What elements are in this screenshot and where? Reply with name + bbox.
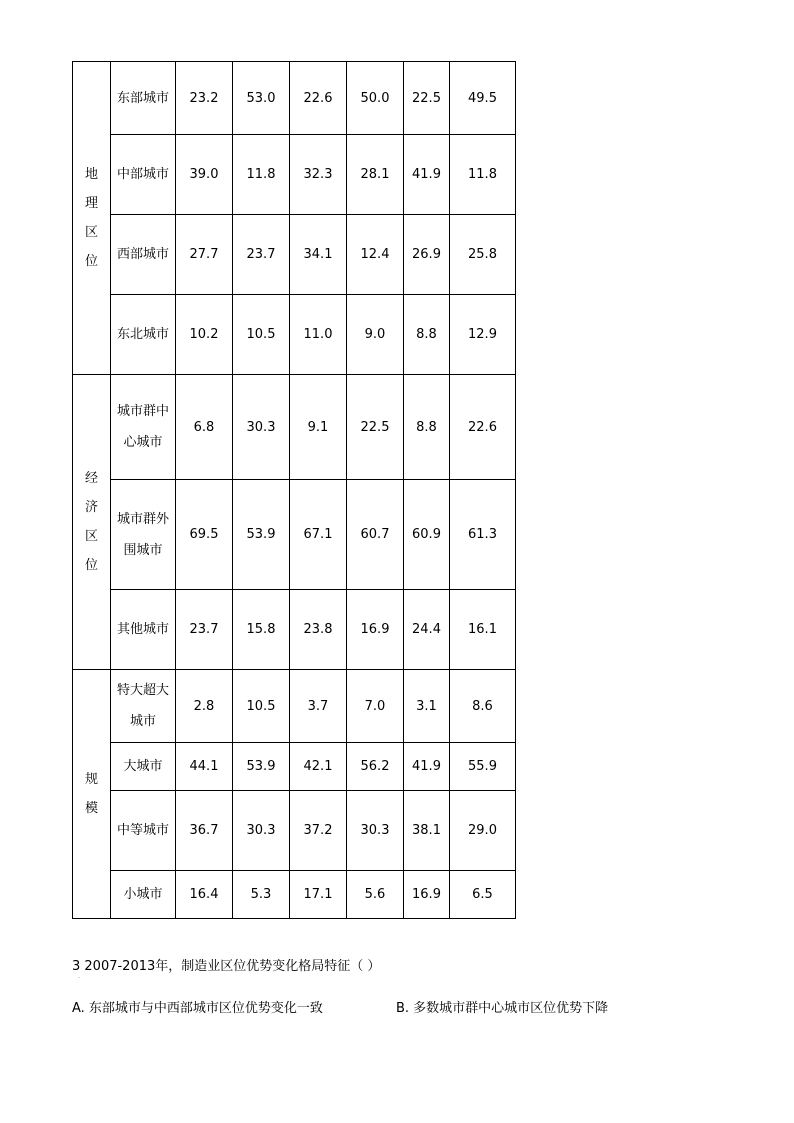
table-cell: 23.7 <box>176 590 233 670</box>
table-cell: 49.5 <box>450 62 516 135</box>
table-cell: 38.1 <box>404 791 450 871</box>
table-cell: 16.9 <box>404 871 450 919</box>
table-row <box>73 480 516 590</box>
table-cell: 10.2 <box>176 295 233 375</box>
table-cell: 11.0 <box>290 295 347 375</box>
group-label-char: 位 <box>84 254 98 269</box>
table-cell: 6.5 <box>450 871 516 919</box>
table-cell: 60.7 <box>347 480 404 590</box>
table-row <box>73 135 516 215</box>
table-cell: 16.4 <box>176 871 233 919</box>
row-label: 小城市 <box>111 871 176 919</box>
table-cell: 30.3 <box>233 791 290 871</box>
table-cell: 10.5 <box>233 670 290 743</box>
table-cell: 53.9 <box>233 743 290 791</box>
table-cell: 22.5 <box>347 375 404 480</box>
table-cell: 16.9 <box>347 590 404 670</box>
row-label: 其他城市 <box>111 590 176 670</box>
table-cell: 9.1 <box>290 375 347 480</box>
table-cell: 16.1 <box>450 590 516 670</box>
table-cell: 10.5 <box>233 295 290 375</box>
table-row <box>73 295 516 375</box>
group-label-char: 经 <box>84 471 98 486</box>
table-cell: 44.1 <box>176 743 233 791</box>
table-cell: 37.2 <box>290 791 347 871</box>
table-cell: 7.0 <box>347 670 404 743</box>
group-label-char: 地 <box>84 167 98 182</box>
table-cell: 2.8 <box>176 670 233 743</box>
row-label: 特大超大城市 <box>111 670 176 743</box>
table-cell: 23.8 <box>290 590 347 670</box>
table-cell: 22.5 <box>404 62 450 135</box>
table-cell: 22.6 <box>290 62 347 135</box>
table-cell: 26.9 <box>404 215 450 295</box>
group-label <box>73 62 111 375</box>
option-a: A. 东部城市与中西部城市区位优势变化一致 <box>72 1001 323 1016</box>
table-cell: 5.3 <box>233 871 290 919</box>
table-cell: 30.3 <box>347 791 404 871</box>
table-cell: 24.4 <box>404 590 450 670</box>
row-label: 城市群外围城市 <box>111 480 176 590</box>
table-cell: 50.0 <box>347 62 404 135</box>
row-label: 东北城市 <box>111 295 176 375</box>
table-cell: 3.7 <box>290 670 347 743</box>
group-label-char: 济 <box>84 500 98 515</box>
table-cell: 22.6 <box>450 375 516 480</box>
group-label-char: 模 <box>84 801 98 816</box>
group-label-char: 位 <box>84 558 98 573</box>
table-cell: 3.1 <box>404 670 450 743</box>
group-label-char: 规 <box>84 772 98 787</box>
table-cell: 12.9 <box>450 295 516 375</box>
table-row <box>73 375 516 480</box>
group-label <box>73 670 111 919</box>
table-cell: 55.9 <box>450 743 516 791</box>
question-stem: 3 2007-2013年，制造业区位优势变化格局特征（ ） <box>72 959 381 974</box>
table-cell: 9.0 <box>347 295 404 375</box>
table-cell: 34.1 <box>290 215 347 295</box>
table-cell: 56.2 <box>347 743 404 791</box>
group-label-char: 理 <box>84 196 98 211</box>
table-cell: 69.5 <box>176 480 233 590</box>
table-cell: 17.1 <box>290 871 347 919</box>
table-cell: 60.9 <box>404 480 450 590</box>
row-label: 中等城市 <box>111 791 176 871</box>
group-label-char: 区 <box>84 225 98 240</box>
row-label: 东部城市 <box>111 62 176 135</box>
row-label: 城市群中心城市 <box>111 375 176 480</box>
table-row <box>73 670 516 743</box>
row-label: 中部城市 <box>111 135 176 215</box>
table-cell: 61.3 <box>450 480 516 590</box>
table-cell: 36.7 <box>176 791 233 871</box>
table-cell: 53.9 <box>233 480 290 590</box>
table-cell: 53.0 <box>233 62 290 135</box>
option-b: B. 多数城市群中心城市区位优势下降 <box>396 1001 609 1016</box>
table-cell: 8.6 <box>450 670 516 743</box>
table-cell: 15.8 <box>233 590 290 670</box>
table-cell: 8.8 <box>404 375 450 480</box>
table-cell: 8.8 <box>404 295 450 375</box>
table-cell: 42.1 <box>290 743 347 791</box>
group-label-char: 区 <box>84 529 98 544</box>
table-cell: 28.1 <box>347 135 404 215</box>
table-row <box>73 590 516 670</box>
table-cell: 23.7 <box>233 215 290 295</box>
table-row <box>73 215 516 295</box>
table-cell: 11.8 <box>450 135 516 215</box>
table-cell: 32.3 <box>290 135 347 215</box>
table-row <box>73 743 516 791</box>
row-label: 大城市 <box>111 743 176 791</box>
table-cell: 41.9 <box>404 135 450 215</box>
stray-mark: · <box>78 975 80 982</box>
row-label: 西部城市 <box>111 215 176 295</box>
table-cell: 12.4 <box>347 215 404 295</box>
table-cell: 30.3 <box>233 375 290 480</box>
table-cell: 67.1 <box>290 480 347 590</box>
table-cell: 25.8 <box>450 215 516 295</box>
table-cell: 5.6 <box>347 871 404 919</box>
table-row <box>73 62 516 135</box>
table-cell: 23.2 <box>176 62 233 135</box>
group-label <box>73 375 111 670</box>
table-cell: 29.0 <box>450 791 516 871</box>
table-cell: 41.9 <box>404 743 450 791</box>
table-cell: 6.8 <box>176 375 233 480</box>
table-row <box>73 791 516 871</box>
table-cell: 11.8 <box>233 135 290 215</box>
data-table <box>72 61 516 919</box>
table-row <box>73 871 516 919</box>
table-cell: 27.7 <box>176 215 233 295</box>
table-cell: 39.0 <box>176 135 233 215</box>
